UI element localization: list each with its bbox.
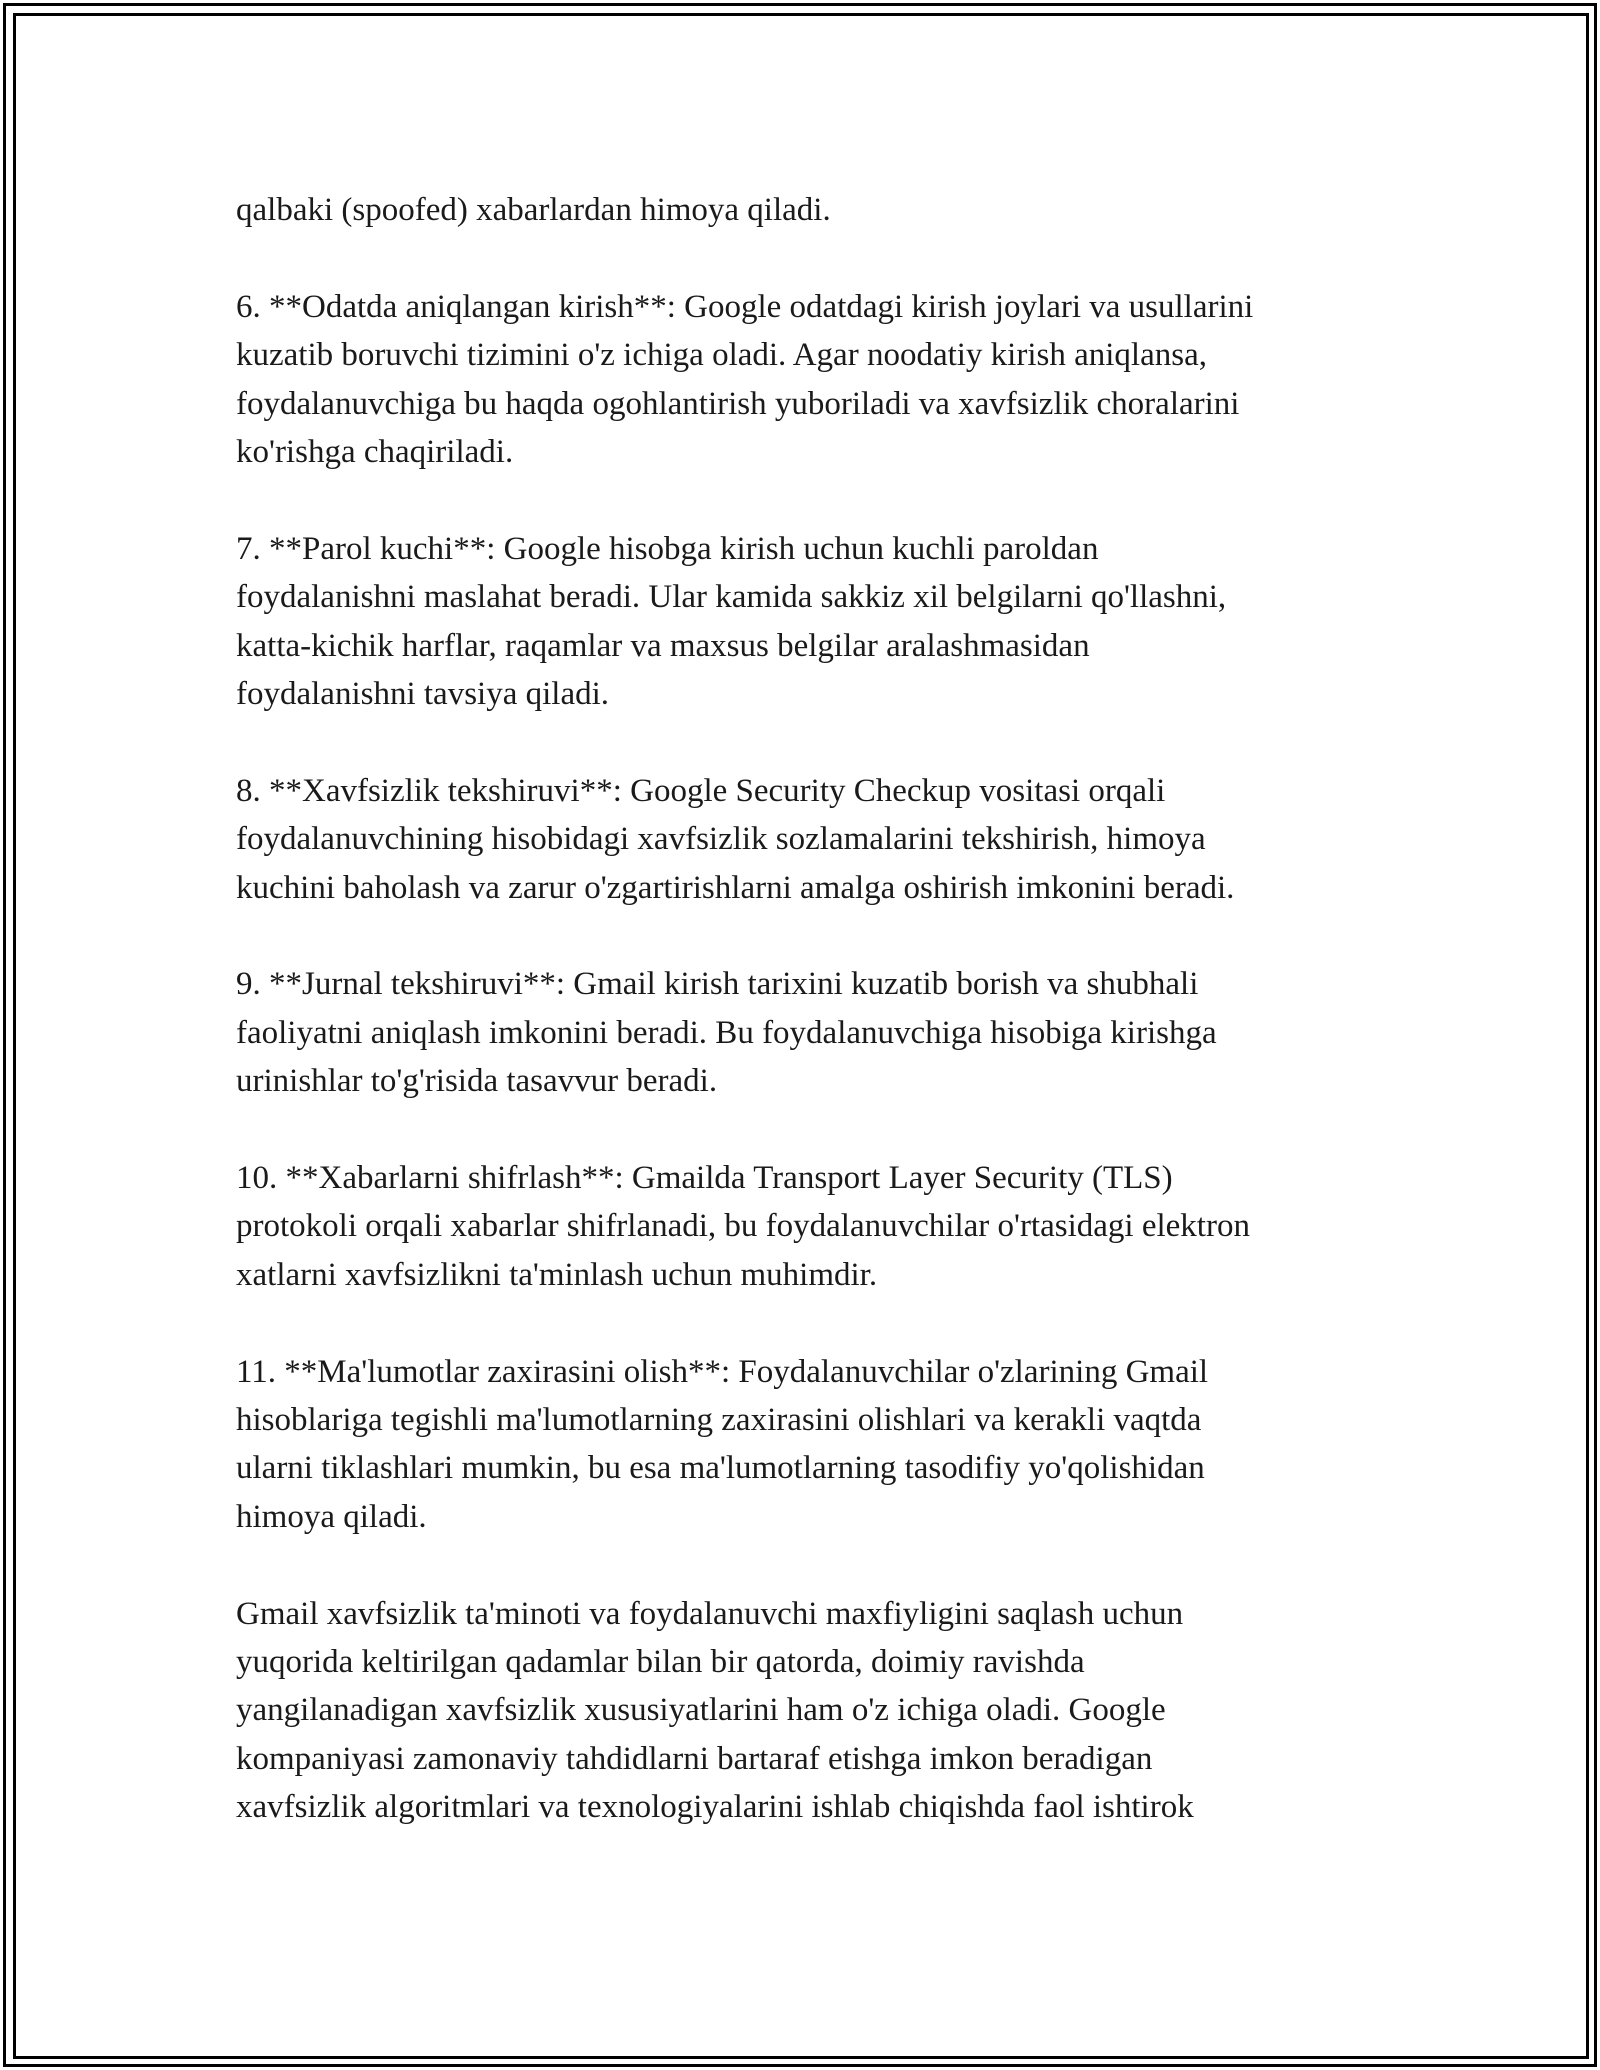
text-line: faoliyatni aniqlash imkonini beradi. Bu foydalanuvchiga hisobiga kirishga	[236, 1014, 1217, 1051]
paragraph-item-11	[236, 1348, 1376, 1542]
paragraph-item-8	[236, 767, 1376, 912]
text-line: foydalanuvchiga bu haqda ogohlantirish yuboriladi va xavfsizlik choralarini	[236, 385, 1240, 422]
paragraph-item-7	[236, 525, 1376, 719]
text-line: katta-kichik harflar, raqamlar va maxsus belgilar aralashmasidan	[236, 627, 1090, 664]
paragraph-item-10	[236, 1154, 1376, 1299]
paragraph-item-9	[236, 960, 1376, 1105]
text-line: xavfsizlik algoritmlari va texnologiyalarini ishlab chiqishda faol ishtirok	[236, 1789, 1194, 1826]
paragraph-item-6	[236, 283, 1376, 477]
text-line: yangilanadigan xavfsizlik xususiyatlarini ham o'z ichiga oladi. Google	[236, 1692, 1166, 1729]
text-line: xatlarni xavfsizlikni ta'minlash uchun muhimdir.	[236, 1256, 878, 1293]
text-line: Gmail xavfsizlik ta'minoti va foydalanuvchi maxfiyligini saqlash uchun	[236, 1595, 1184, 1632]
text-line: kompaniyasi zamonaviy tahdidlarni bartaraf etishga imkon beradigan	[236, 1740, 1153, 1777]
text-line: kuchini baholash va zarur o'zgartirishlarni amalga oshirish imkonini beradi.	[236, 869, 1235, 906]
text-line: yuqorida keltirilgan qadamlar bilan bir qatorda, doimiy ravishda	[236, 1644, 1085, 1681]
text-line: 9. **Jurnal tekshiruvi**: Gmail kirish tarixini kuzatib borish va shubhali	[236, 966, 1199, 1003]
text-line: hisoblariga tegishli ma'lumotlarning zaxirasini olishlari va kerakli vaqtda	[236, 1402, 1202, 1439]
text-line: 7. **Parol kuchi**: Google hisobga kirish uchun kuchli paroldan	[236, 530, 1099, 567]
paragraph-conclusion	[236, 1590, 1376, 1832]
text-line: ko'rishga chaqiriladi.	[236, 434, 514, 471]
text-line: 11. **Ma'lumotlar zaxirasini olish**: Foydalanuvchilar o'zlarining Gmail	[236, 1353, 1209, 1390]
text-line: foydalanishni maslahat beradi. Ular kamida sakkiz xil belgilarni qo'llashni,	[236, 579, 1227, 616]
text-line: foydalanishni tavsiya qiladi.	[236, 676, 610, 713]
text-line: ularni tiklashlari mumkin, bu esa ma'lumotlarning tasodifiy yo'qolishidan	[236, 1450, 1205, 1487]
text-line: urinishlar to'g'risida tasavvur beradi.	[236, 1063, 718, 1100]
text-line: 8. **Xavfsizlik tekshiruvi**: Google Security Checkup vositasi orqali	[236, 772, 1166, 809]
text-line: 6. **Odatda aniqlangan kirish**: Google odatdagi kirish joylari va usullarini	[236, 288, 1254, 325]
document-body	[236, 186, 1376, 1880]
text-line: foydalanuvchining hisobidagi xavfsizlik sozlamalarini tekshirish, himoya	[236, 821, 1206, 858]
text-line: himoya qiladi.	[236, 1498, 427, 1535]
text-line: protokoli orqali xabarlar shifrlanadi, bu foydalanuvchilar o'rtasidagi elektron	[236, 1208, 1250, 1245]
text-line: 10. **Xabarlarni shifrlash**: Gmailda Transport Layer Security (TLS)	[236, 1160, 1173, 1197]
text-line: kuzatib boruvchi tizimini o'z ichiga oladi. Agar noodatiy kirish aniqlansa,	[236, 337, 1207, 374]
paragraph-continuation	[236, 186, 1376, 234]
text-line: qalbaki (spoofed) xabarlardan himoya qiladi.	[236, 192, 831, 228]
